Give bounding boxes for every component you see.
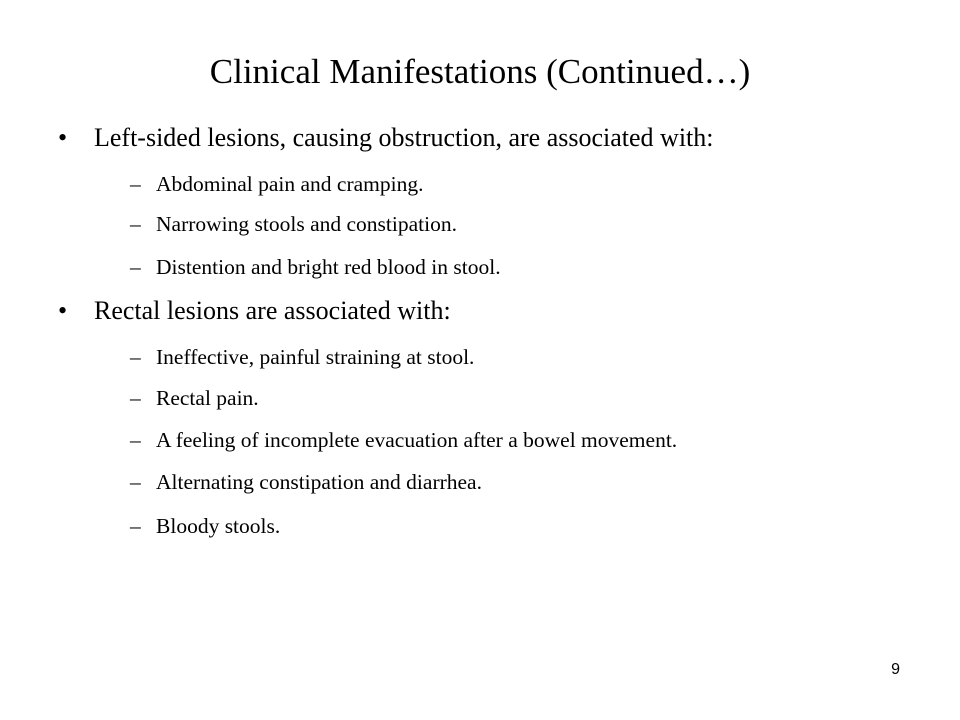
sub-item-text: Bloody stools. — [156, 514, 281, 538]
bullet-rectal-lesions — [58, 294, 451, 328]
dash-mark: – — [130, 514, 141, 538]
dash-mark: – — [130, 172, 141, 196]
sub-item-text: A feeling of incomplete evacuation after a bowel movement. — [156, 428, 678, 452]
dash-mark: – — [130, 212, 141, 236]
sub-item — [130, 209, 457, 239]
sub-item — [130, 383, 259, 413]
dash-mark: – — [130, 345, 141, 369]
page-number: 9 — [891, 661, 900, 678]
dash-mark: – — [130, 428, 141, 452]
sub-item-text: Ineffective, painful straining at stool. — [156, 345, 475, 369]
bullet-left-sided-lesions — [58, 121, 714, 155]
bullet-mark: • — [58, 296, 68, 325]
sub-item — [130, 342, 474, 372]
sub-item-text: Abdominal pain and cramping. — [156, 172, 424, 196]
sub-item — [130, 511, 280, 541]
sub-item-text: Alternating constipation and diarrhea. — [156, 470, 482, 494]
sub-item-text: Rectal pain. — [156, 386, 259, 410]
bullet-text: Left-sided lesions, causing obstruction, are associated with: — [94, 123, 714, 152]
slide-title: Clinical Manifestations (Continued…) — [209, 52, 751, 91]
bullet-text: Rectal lesions are associated with: — [94, 296, 451, 325]
sub-item — [130, 467, 482, 497]
sub-item-text: Distention and bright red blood in stool. — [156, 255, 501, 279]
sub-item-text: Narrowing stools and constipation. — [156, 212, 457, 236]
sub-item — [130, 169, 424, 199]
dash-mark: – — [130, 255, 141, 279]
dash-mark: – — [130, 386, 141, 410]
sub-item — [130, 425, 677, 455]
bullet-mark: • — [58, 123, 68, 152]
dash-mark: – — [130, 470, 141, 494]
sub-item — [130, 252, 501, 282]
